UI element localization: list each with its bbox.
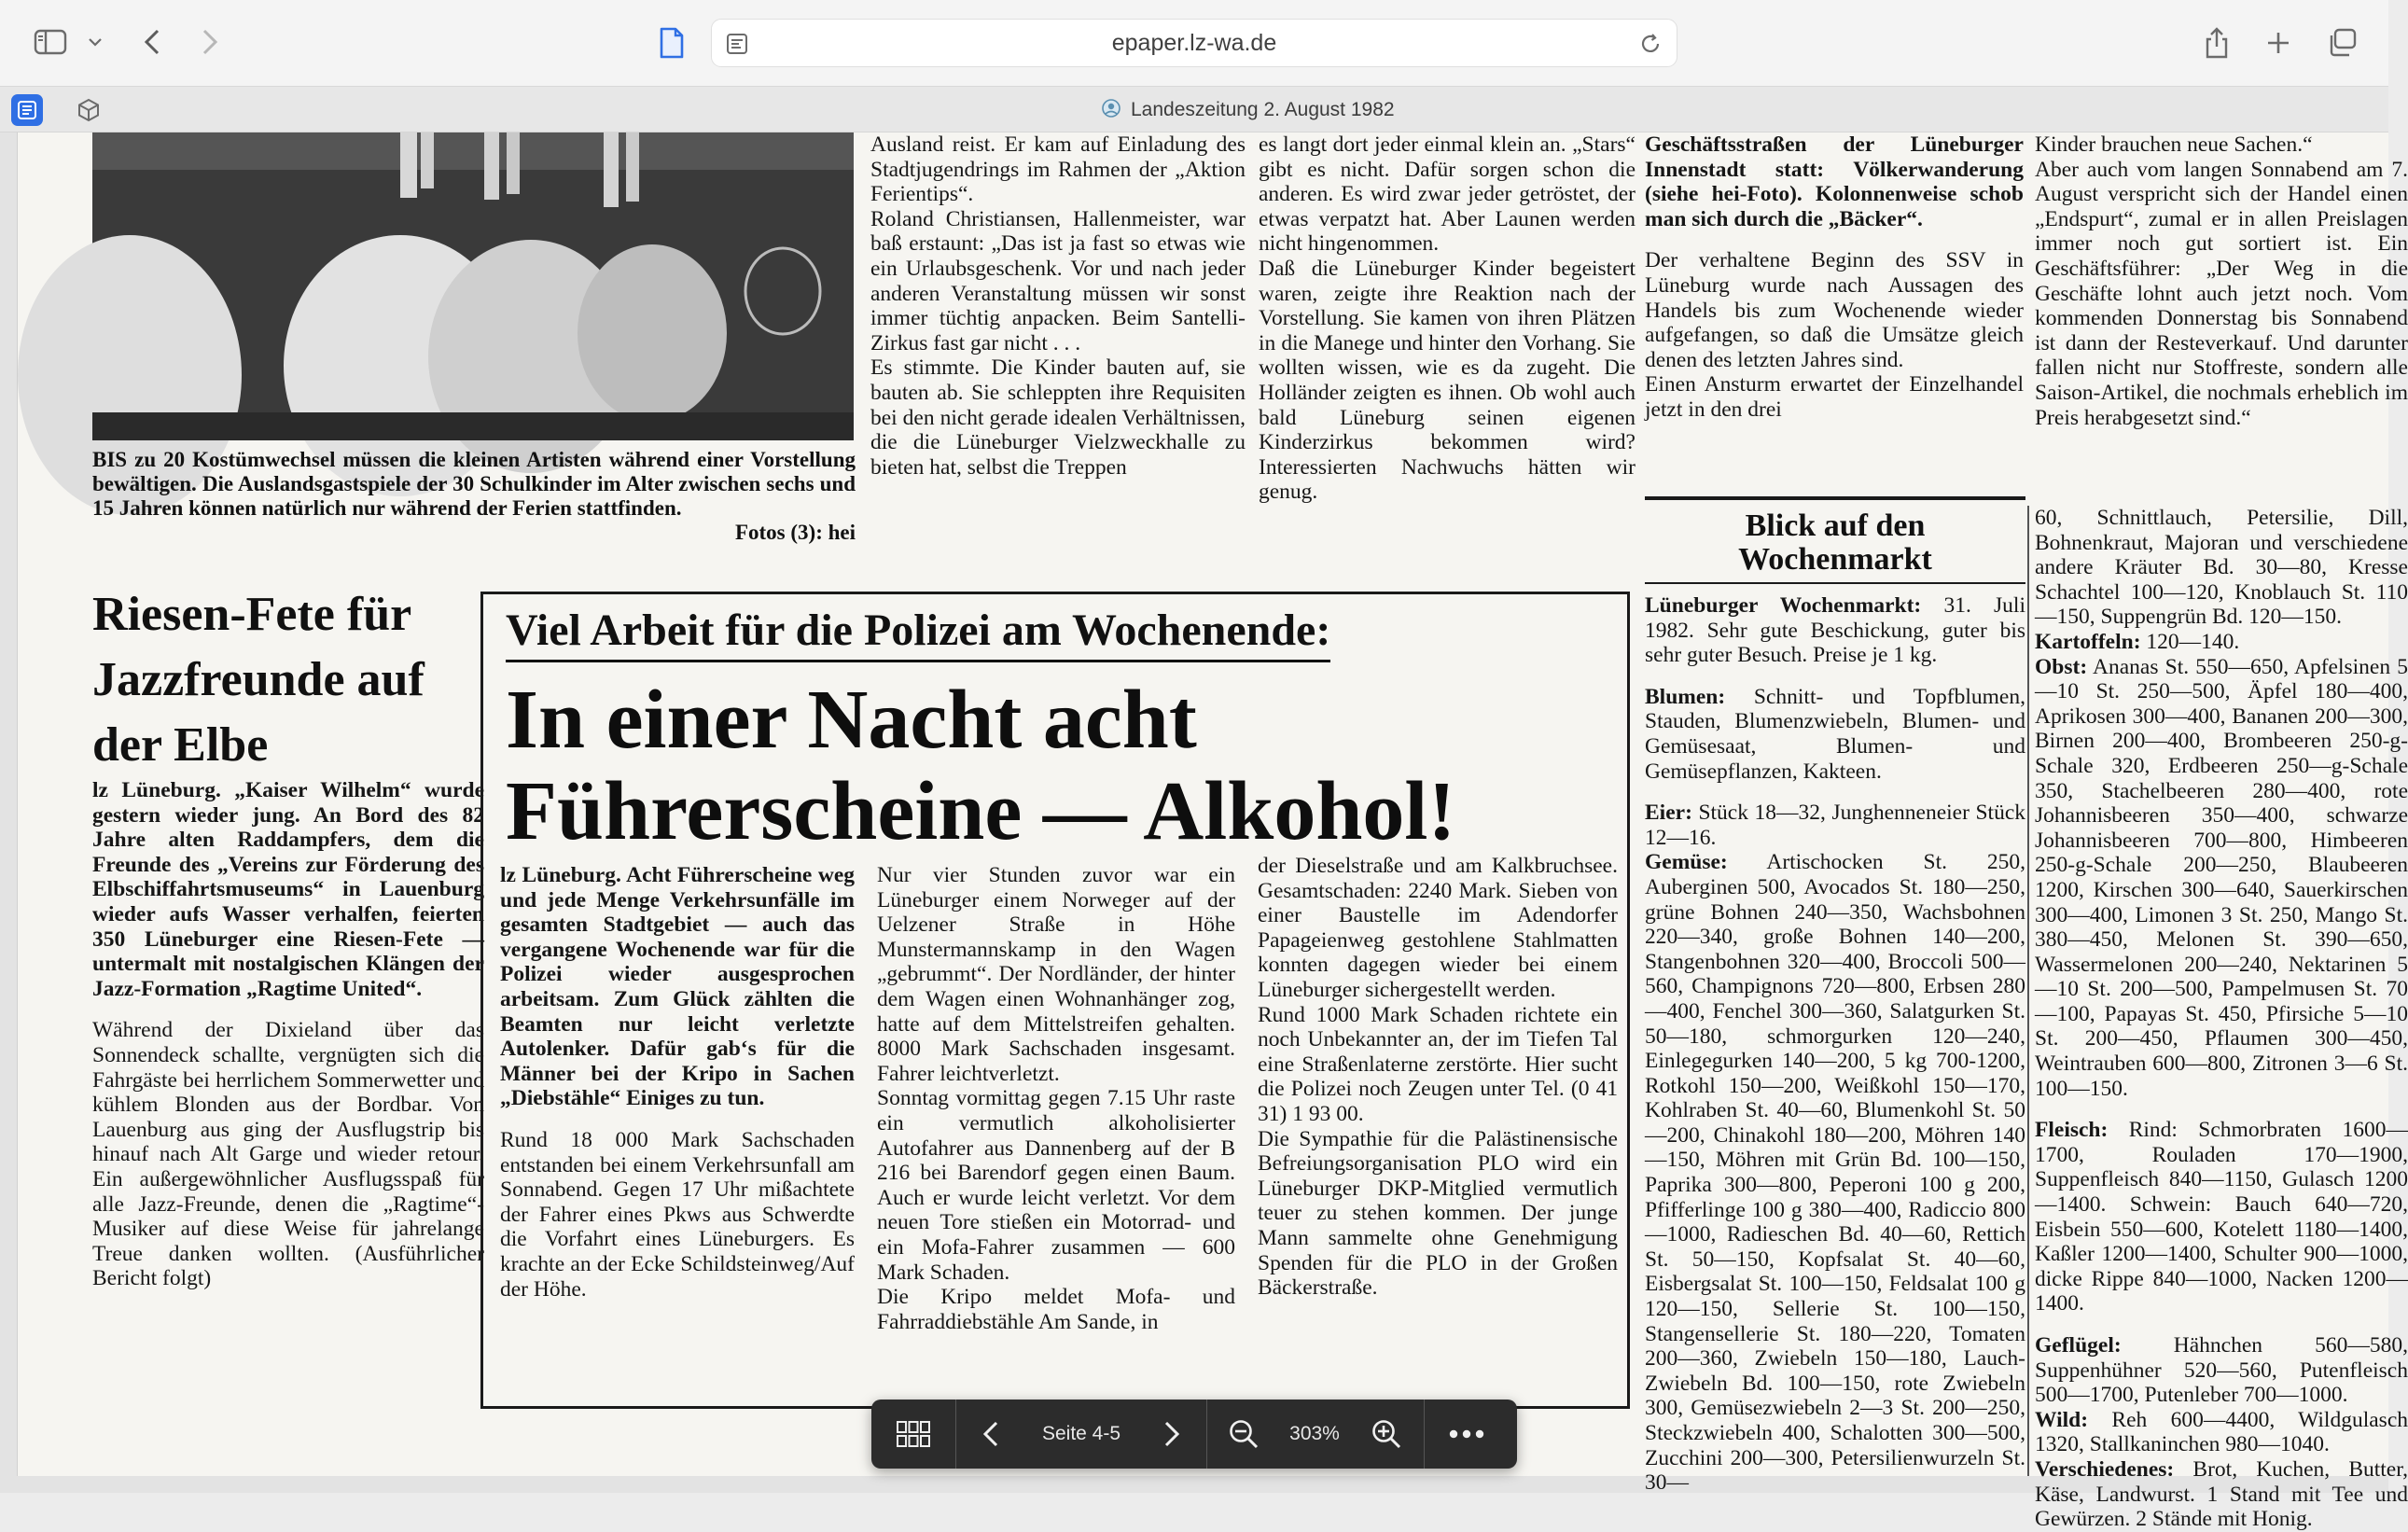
- paragraph: Während der Dixieland über das Sonnendeck schallte, vergnügten sich die Fahrgäste bei herrlichem Sommerwetter und kühlem Blonden aus der Bordbar. Von Lauenburg aus ging der Ausflugstrip bis hinauf nach Alt Garge und wieder retour. Ein außergewöhnlicher Ausflugsspaß für alle Jazz-Freunde, denen die „Ragtime“-Musiker auf diese Weise für jahrelange Treue danken wollten. (Ausführlicher Bericht folgt): [92, 1018, 484, 1291]
- paragraph-lead: lz Lüneburg. Acht Führerscheine weg und jede Menge Verkehrsunfälle im gesamten Stadtgebiet — auch das vergangene Wochenende war für die Polizei wieder ausgesprochen arbeitsam. Zum Glück zählten die Beamten nur leicht verletzte Autolenker. Dafür gab‘s für die Männer bei der Kripo in Sachen „Diebstähle“ Einiges zu tun.: [500, 863, 855, 1111]
- paragraph: Kinder brauchen neue Sachen.“: [2035, 132, 2313, 157]
- zoom-out-icon[interactable]: [1207, 1400, 1280, 1469]
- paragraph: Rund 18 000 Mark Sachschaden entstanden bei einem Verkehrsunfall am Sonnabend. Gegen 17 Uhr mißachtete der Fahrer eines Pkws aus Schwerdte die Vorfahrt eines Lüneburgers. Es krachte an der Ecke Schildsteinweg/Auf der Höhe.: [500, 1127, 855, 1302]
- police-headline-line-2: Führerscheine — Alkohol!: [506, 765, 1456, 857]
- previous-page-icon[interactable]: [956, 1400, 1025, 1469]
- reload-icon[interactable]: [1637, 31, 1663, 57]
- paragraph: [1645, 593, 2025, 668]
- paragraph: [2035, 655, 2408, 1102]
- tabs-icon[interactable]: [2323, 26, 2360, 60]
- plus-icon[interactable]: [2262, 26, 2295, 60]
- address-bar[interactable]: [711, 19, 1677, 67]
- text: 120—140.: [2140, 629, 2240, 654]
- paragraph: Nur vier Stunden zuvor war ein Lüneburger einem Norweger auf der Uelzener Straße in Höhe Munstermannskamp in den Wagen „gebrummt“. Der Nordländer, der hinter dem Wagen einen Wohnanhänger zog, hatte auf dem Mittelstreifen gehalten. 8000 Mark Sachschaden insgesamt. Fahrer leichtverletzt.: [877, 863, 1235, 1086]
- police-column-1: [500, 863, 855, 1302]
- grid-icon[interactable]: [871, 1400, 955, 1469]
- text: Schnitt- und Topfblumen, Stauden, Blumenzwiebeln, Blumen- und Gemüsesaat, Blumen- und Gemüsepflanzen, Kakteen.: [1645, 684, 2025, 784]
- paragraph: Der verhaltene Beginn des SSV in Lüneburg wurde nach Aussagen des Handels bis zum Wochenende wieder aufgefangen, so daß die Umsätze gleich denen des letzten Jahres sind.: [1645, 248, 2024, 372]
- market-headline: Blick auf den Wochenmarkt: [1738, 508, 1932, 577]
- photo-caption-text: BIS zu 20 Kostümwechsel müssen die kleinen Artisten während einer Vorstellung bewältigen. Die Auslandsgastspiele der 30 Schulkinder im Alter zwischen sechs und 15 Jahren können natürlich nur während der Ferien stattfinden.: [92, 448, 856, 520]
- more-icon[interactable]: [1425, 1400, 1509, 1469]
- circus-photo: [92, 132, 854, 440]
- paragraph: [1645, 685, 2025, 784]
- label-bold: Obst:: [2035, 654, 2088, 679]
- paragraph: Aber auch vom langen Sonnabend am 7. August verspricht sich der Handel einen „Endspurt“, zumal er in allen Preislagen immer noch gut sortiert ist. Ein Geschäftsführer: „Der Weg in die Geschäfte lohnt auch jetzt noch. Vom kommenden Donnerstag bis Sonnabend ist dann der Resteverkauf. Und darunter fallen nicht nur Stoffreste, sondern alle Saison-Artikel, die nochmals erheblich im Preis herabgesetzt sind.“: [2035, 157, 2408, 430]
- paragraph: Rund 1000 Mark Schaden richtete ein noch Unbekannter an, der im Tiefen Tal eine Straßenlaterne zerstörte. Hier sucht die Polizei noch Zeugen unter Tel. (0 41 31) 1 93 00.: [1258, 1002, 1618, 1126]
- paragraph: Die Sympathie für die Palästinensische Befreiungsorganisation PLO wird ein Lüneburger DKP-Mitglied vermutlich teuer zu stehen kommen. Der junge Mann sammelte ohne Genehmigung Spenden für die PLO in der Großen Bäckerstraße.: [1258, 1126, 1618, 1301]
- paragraph: 60, Schnittlauch, Petersilie, Dill, Bohnenkraut, Majoran und verschiedene andere Kräuter Bd. 30—80, Kresse Schachtel 100—120, Knoblauch St. 110—150, Suppengrün Bd. 120—150.: [2035, 506, 2408, 630]
- paragraph: Daß die Lüneburger Kinder begeistert waren, zeigte ihre Reaktion nach der Vorstellung. Sie kamen von ihren Plätzen in die Manege und hinter den Vorhang. Sie wollten wissen, wie es da zugeht. Die Holländer zeigten es ihnen. Ob wohl auch bald Lüneburg seinen eigenen Kinderzirkus bekommen wird? Interessierten Nachwuchs hätten wir genug.: [1259, 256, 1635, 505]
- column-divider: [2027, 506, 2029, 1476]
- paragraph-lead: lz Lüneburg. „Kaiser Wilhelm“ wurde gestern wieder jung. An Bord des 82 Jahre alten Raddampfers, dem die Freunde des „Vereins zur Förderung des Elbschiffahrtsmuseums“ in Lauenburg wieder aufs Wasser verhalfen, feierten 350 Lüneburger eine Riesen-Fete — untermalt mit nostalgischen Klängen der Jazz-Formation „Ragtime United“.: [92, 778, 484, 1001]
- photo-caption: [92, 448, 856, 545]
- police-headline: [506, 675, 1616, 857]
- paragraph: Roland Christiansen, Hallenmeister, war baß erstaunt: „Das ist ja fast so etwas wie ein Urlaubsgeschenk. Vor und nach jeder anderen Veranstaltung müssen wir sonst immer tüchtig anpacken. Beim Santelli-Zirkus fast gar nicht . . .: [870, 206, 1246, 355]
- section-rule: [1645, 496, 2025, 500]
- paragraph: [2035, 1457, 2408, 1532]
- text: 31. Juli 1982. Sehr gute Beschickung, guter bis sehr guter Besuch. Preise je 1 kg.: [1645, 593, 2025, 668]
- paragraph: [1645, 801, 2025, 850]
- police-headline-line-1: In einer Nacht acht: [506, 674, 1197, 766]
- article-column-circus-1: [870, 132, 1246, 480]
- text: Reh 600—4400, Wildgulasch 1320, Stallkaninchen 980—1040.: [2035, 1407, 2408, 1457]
- police-column-2: [877, 863, 1235, 1334]
- section-rule: [1645, 582, 2025, 584]
- paragraph: [2035, 1408, 2408, 1457]
- paragraph: [1645, 850, 2025, 1495]
- chevron-down-icon[interactable]: [86, 32, 104, 52]
- label-bold: Verschiedenes:: [2035, 1456, 2175, 1482]
- paragraph: [2035, 630, 2408, 655]
- cube-icon[interactable]: [73, 94, 104, 126]
- tab-active[interactable]: [1101, 96, 1395, 124]
- reader-icon[interactable]: [725, 31, 749, 57]
- label-bold: Fleisch:: [2035, 1118, 2109, 1143]
- market-column-1: [1645, 593, 2025, 1496]
- text: Hähnchen 560—580, Suppenhühner 520—560, Putenfleisch 500—1700, Putenleber 700—1000.: [2035, 1333, 2408, 1408]
- police-kicker: Viel Arbeit für die Polizei am Wochenende:: [506, 604, 1330, 662]
- paragraph: Sonntag vormittag gegen 7.15 Uhr raste ein vermutlich alkoholisierter Autofahrer aus Dannenberg auf der B 216 bei Barendorf gegen einen Baum. Auch er wurde leicht verletzt. Vor dem neuen Tore stießen ein Motorrad- und ein Mofa-Fahrer zusammen — 600 Mark Schaden.: [877, 1086, 1235, 1285]
- label-bold: Blumen:: [1645, 684, 1726, 709]
- photo-credit: Fotos (3): hei: [734, 521, 856, 544]
- jazz-headline: Riesen-Fete für Jazzfreunde auf der Elbe: [92, 588, 425, 772]
- paragraph: [2035, 1333, 2408, 1408]
- forward-icon[interactable]: [194, 26, 226, 58]
- label-bold: Eier:: [1645, 801, 1692, 826]
- text: Stück 18—32, Junghenneneier Stück 12—16.: [1645, 801, 2025, 850]
- paragraph: der Dieselstraße und am Kalkbruchsee. Gesamtschaden: 2240 Mark. Sieben von einer Baustelle im Adendorfer Papageienweg gestohlene Stahlmatten konnten dagegen wieder bei einem Lüneburger sichergestellt werden.: [1258, 854, 1618, 1002]
- text: Rind: Schmorbraten 1600—1700, Rouladen 170—1900, Suppenfleisch 840—1150, Gulasch 1200—1400. Schwein: Bauch 640—720, Eisbein 550—600, Kotelett 1180—1400, Kaßler 1200—1400, Schulter 900—1000, dicke Rippe 840—1000, Nacken 1200—1400.: [2035, 1118, 2408, 1316]
- paragraph: Es stimmte. Die Kinder bauten auf, sie bauten ab. Sie schleppten ihre Requisiten bei den nicht gerade idealen Verhältnissen, die die Lüneburger Vielzweckhalle zu bieten hat, selbst die Treppen: [870, 355, 1246, 480]
- favicon-icon: [1101, 98, 1121, 122]
- article-column-jazz: [92, 778, 484, 1291]
- zoom-in-icon[interactable]: [1349, 1400, 1424, 1469]
- article-column-ssv-2: [2035, 132, 2408, 430]
- paragraph: [2035, 1118, 2408, 1316]
- article-column-circus-2: [1259, 132, 1635, 505]
- next-page-icon[interactable]: [1137, 1400, 1206, 1469]
- paragraph: Einen Ansturm erwartet der Einzelhandel jetzt in den drei: [1645, 372, 2024, 422]
- label-bold: Geflügel:: [2035, 1333, 2122, 1358]
- pdf-viewer[interactable]: [0, 132, 2408, 1532]
- sidebar-icon[interactable]: [32, 28, 69, 56]
- market-column-2: [2035, 506, 2408, 1532]
- url-text: epaper.lz-wa.de: [1111, 29, 1277, 56]
- share-icon[interactable]: [2200, 24, 2234, 62]
- back-icon[interactable]: [136, 26, 168, 58]
- document-icon[interactable]: [655, 24, 689, 62]
- browser-toolbar: [0, 0, 2388, 86]
- tab-title: Landeszeitung 2. August 1982: [1131, 99, 1395, 120]
- police-article-box: [480, 592, 1630, 1409]
- document-view-icon[interactable]: [11, 94, 43, 126]
- text: Artischocken St. 250, Auberginen 500, Avocados St. 180—250, grüne Bohnen 240—350, Wachsbohnen 220—340, große Bohnen 140—200, Stangenbohnen 320—400, Broccoli 500—560, Champignons 720—800, Erbsen 280—400, Fenchel 300—360, Salatgurken St. 50—180, schmorgurken 120—240, Einlegegurken 140—200, 5 kg 700-1200, Rotkohl 150—200, Weißkohl 150—170, Kohlraben St. 40—60, Blumenkohl St. 50—200, Chinakohl 180—200, Möhren 140—150, Möhren mit Grün Bd. 100—150, Paprika 300—800, Peperoni 100 g 200, Pfifferlinge 100 g 380—400, Radiccio 800—1000, Radieschen Bd. 40—60, Rettich St. 50—150, Kopfsalat St. 40—60, Eisbergsalat St. 100—150, Feldsalat 100 g 120—150, Sellerie St. 100—150, Stangensellerie St. 180—220, Tomaten 200—360, Zwiebeln 150—180, Lauch-Zwiebeln Bd. 100—150, rote Zwiebeln 300, Gemüsezwiebeln 2—3 St. 200—250, Steckzwiebeln 400, Schalotten 300—500, Zucchini 200—300, Petersilienwurzeln St. 30—: [1645, 850, 2025, 1496]
- label-bold: Kartoffeln:: [2035, 629, 2141, 654]
- newspaper-page: [17, 132, 2408, 1532]
- paragraph: Ausland reist. Er kam auf Einladung des Stadtjugendrings im Rahmen der „Aktion Ferientips“.: [870, 132, 1246, 207]
- label-bold: Lüneburger Wochenmarkt:: [1645, 593, 1922, 618]
- zoom-level[interactable]: 303%: [1289, 1423, 1340, 1444]
- paragraph: Die Kripo meldet Mofa- und Fahrraddiebstähle Am Sande, in: [877, 1285, 1235, 1334]
- text: Ananas St. 550—650, Apfelsinen 5—10 St. 250—500, Äpfel 180—400, Aprikosen 300—400, Bananen 200—300, Birnen 200—400, Brombeeren 250-g-Schale 320, Erdbeeren 250—g-Schale 350, Stachelbeeren 280—400, rote Johannisbeeren 350—400, schwarze Johannisbeeren 700—800, Himbeeren 250-g-Schale 200—250, Blaubeeren 1200, Kirschen 300—640, Sauerkirschen 300—400, Limonen 3 St. 250, Mango St. 380—450, Melonen St. 390—650, Wassermelonen 200—240, Nektarinen 5—10 St. 200—500, Pampelmusen St. 70—100, Papayas St. 450, Pfirsiche 5—10 St. 200—450, Pflaumen 300—450, Weintrauben 600—800, Zitronen 3—6 St. 100—150.: [2035, 654, 2408, 1101]
- text: Brot, Kuchen, Butter, Käse, Landwurst. 1 Stand mit Tee und Gewürzen. 2 Stände mit Honig.: [2035, 1456, 2408, 1532]
- label-bold: Gemüse:: [1645, 850, 1728, 875]
- police-column-3: [1258, 854, 1618, 1301]
- paragraph-bold: Geschäftsstraßen der Lüneburger Innenstadt statt: Völkerwanderung (siehe hei-Foto). Kolonnenweise schob man sich durch die „Bäcker“.: [1645, 132, 2024, 231]
- pdf-control-bar: [871, 1400, 1517, 1469]
- article-column-ssv-1: [1645, 132, 2024, 423]
- tab-strip: [0, 86, 2388, 132]
- label-bold: Wild:: [2035, 1407, 2089, 1432]
- paragraph: es langt dort jeder einmal klein an. „Stars“ gibt es nicht. Dafür sorgen schon die anderen. Es wird zwar jeder getröstet, der etwas verpatzt hat. Aber Launen werden nicht hingenommen.: [1259, 132, 1635, 257]
- page-indicator[interactable]: Seite 4-5: [1041, 1423, 1121, 1444]
